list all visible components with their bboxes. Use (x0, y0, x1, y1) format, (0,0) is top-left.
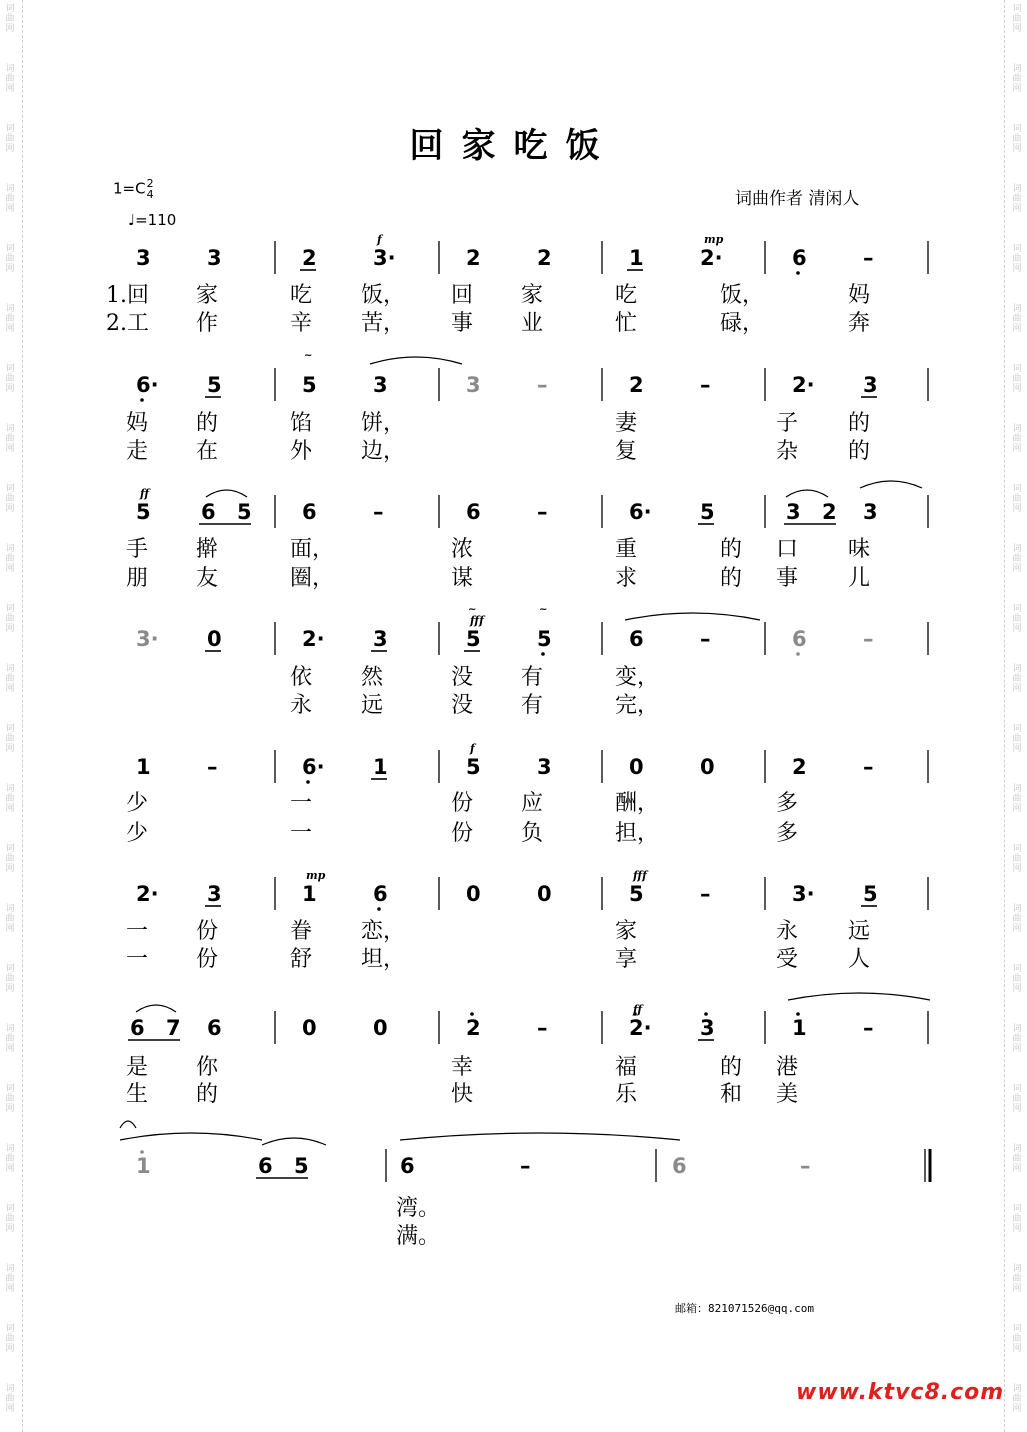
note: 2 (466, 246, 481, 270)
note: – (863, 1016, 874, 1040)
watermark-text: 词 曲 网 (5, 244, 15, 274)
low-octave-dot (796, 271, 800, 275)
note: 0 (629, 755, 644, 779)
note: 2· (700, 246, 723, 270)
tie-arc (786, 490, 828, 497)
ornament-mark: ~ (539, 604, 548, 615)
composer-credit: 词曲作者 清闲人 (735, 189, 860, 209)
dynamic-mark: ff (633, 1003, 643, 1016)
watermark-text: 词 曲 网 (5, 544, 15, 574)
slur-arc (262, 1138, 326, 1145)
note: 2· (792, 373, 815, 397)
lyric-char: 幸 (451, 1055, 474, 1080)
lyric-char: 的 (720, 566, 743, 591)
note: 6 (373, 882, 388, 906)
lyric-char: 一 (126, 919, 149, 944)
watermark-text: 词 曲 网 (1012, 904, 1022, 934)
watermark-text: 词 曲 网 (5, 1084, 15, 1114)
watermark-text: 词 曲 网 (5, 184, 15, 214)
lyric-char: 享 (615, 947, 638, 972)
lyric-char: 味 (848, 537, 871, 562)
lyric-char: 子 (776, 411, 799, 436)
lyric-char: 手 (126, 537, 149, 562)
note: 6 (792, 246, 807, 270)
lyric-char: 忙 (615, 311, 638, 336)
watermark-text: 词 曲 网 (5, 364, 15, 394)
watermark-text: 词 曲 网 (5, 844, 15, 874)
note: 2· (302, 627, 325, 651)
watermark-text: 词 曲 网 (5, 4, 15, 34)
watermark-text: 词 曲 网 (1012, 844, 1022, 874)
note: – (700, 373, 711, 397)
lyric-char: 辛 (290, 311, 313, 336)
lyric-char: 满。 (396, 1224, 441, 1249)
lyric-char: 杂 (776, 439, 799, 464)
lyric-char: 港 (776, 1055, 799, 1080)
note: – (863, 627, 874, 651)
lyric-char: 一 (126, 947, 149, 972)
slur-arc (120, 1121, 136, 1128)
lyric-char: 人 (848, 947, 871, 972)
watermark-text: 词 曲 网 (5, 664, 15, 694)
note: 3 (700, 1016, 715, 1040)
note: 6· (302, 755, 325, 779)
lyric-char: 生 (126, 1082, 149, 1107)
lyric-char: 永 (776, 919, 799, 944)
lyric-char: 是 (126, 1055, 149, 1080)
site-logo: www.ktvc8.com (796, 1380, 1005, 1405)
note: 3 (136, 246, 151, 270)
watermark-text: 词 曲 网 (5, 1264, 15, 1294)
lyric-char: 回 (451, 283, 474, 308)
lyric-char: 吃 (615, 283, 638, 308)
lyric-char: 担， (615, 821, 660, 846)
lyric-char: 酬， (615, 791, 660, 816)
lyric-char: 的 (848, 411, 871, 436)
note: 3 (786, 500, 801, 524)
watermark-text: 词 曲 网 (5, 124, 15, 154)
high-octave-dot (140, 1150, 144, 1154)
lyric-char: 事 (451, 311, 474, 336)
note: 6 (302, 500, 317, 524)
note: 1 (792, 1016, 807, 1040)
low-octave-dot (306, 780, 310, 784)
dynamic-mark: mp (306, 869, 326, 882)
note: 5 (302, 373, 317, 397)
watermark-text: 词 曲 网 (1012, 1084, 1022, 1114)
lyric-char: 饭， (720, 283, 765, 308)
lyric-char: 眷 (290, 919, 313, 944)
note: 5 (136, 500, 151, 524)
dynamic-mark: f (470, 742, 475, 755)
watermark-text: 词 曲 网 (1012, 784, 1022, 814)
ornament-mark: ~ (468, 604, 477, 615)
watermark-text: 词 曲 网 (1012, 244, 1022, 274)
note: 2 (822, 500, 837, 524)
watermark-text: 词 曲 网 (1012, 424, 1022, 454)
lyric-char: 复 (615, 439, 638, 464)
note: – (520, 1154, 531, 1178)
tie-arc (860, 481, 922, 488)
note: 6· (136, 373, 159, 397)
note: 5 (207, 373, 222, 397)
contact-email: 邮箱：821071526@qq.com (675, 1302, 814, 1315)
watermark-text: 词 曲 网 (5, 1204, 15, 1234)
lyric-char: 碌， (720, 311, 765, 336)
note: – (700, 882, 711, 906)
lyric-char: 在 (196, 439, 219, 464)
lyric-char: 没 (451, 693, 474, 718)
note: 6 (130, 1016, 145, 1040)
lyric-char: 应 (521, 791, 544, 816)
note: 2 (629, 373, 644, 397)
note: – (373, 500, 384, 524)
lyric-char: 妈 (848, 283, 871, 308)
dynamic-mark: f (377, 233, 382, 246)
lyric-char: 饼， (361, 411, 406, 436)
lyric-char: 恋， (361, 919, 406, 944)
note: – (537, 373, 548, 397)
note: 3 (863, 500, 878, 524)
lyric-char: 业 (521, 311, 544, 336)
lyric-char: 一 (290, 821, 313, 846)
note: 0 (373, 1016, 388, 1040)
slur-arc (400, 1133, 680, 1140)
note: 3· (373, 246, 396, 270)
note: 3 (537, 755, 552, 779)
lyric-char: 多 (776, 791, 799, 816)
note: 2 (302, 246, 317, 270)
note: 7 (166, 1016, 181, 1040)
high-octave-dot (796, 1012, 800, 1016)
lyric-char: 2.工 (106, 311, 149, 336)
note: 0 (302, 1016, 317, 1040)
watermark-text: 词 曲 网 (5, 1024, 15, 1054)
watermark-text: 词 曲 网 (5, 724, 15, 754)
lyric-char: 走 (126, 439, 149, 464)
watermark-text: 词 曲 网 (1012, 544, 1022, 574)
lyric-char: 面， (290, 537, 335, 562)
lyric-char: 事 (776, 566, 799, 591)
lyric-char: 饭， (361, 283, 406, 308)
note: 0 (207, 627, 222, 651)
lyric-char: 完， (615, 693, 660, 718)
lyric-char: 永 (290, 693, 313, 718)
watermark-text: 词 曲 网 (5, 1144, 15, 1174)
lyric-char: 家 (615, 919, 638, 944)
lyric-char: 远 (361, 693, 384, 718)
lyric-char: 份 (451, 791, 474, 816)
lyric-char: 多 (776, 821, 799, 846)
watermark-text: 词 曲 网 (5, 1324, 15, 1354)
high-octave-dot (470, 1012, 474, 1016)
dynamic-mark: fff (470, 614, 484, 627)
note: – (537, 500, 548, 524)
lyric-char: 的 (720, 537, 743, 562)
watermark-text: 词 曲 网 (1012, 1324, 1022, 1354)
note: – (800, 1154, 811, 1178)
note: 6 (629, 627, 644, 651)
lyric-char: 坦， (361, 947, 406, 972)
lyric-char: 朋 (126, 566, 149, 591)
note: 6 (201, 500, 216, 524)
lyric-char: 妻 (615, 411, 638, 436)
lyric-char: 福 (615, 1055, 638, 1080)
lyric-char: 求 (615, 566, 638, 591)
lyric-char: 舒 (290, 947, 313, 972)
note: – (537, 1016, 548, 1040)
note: 1 (136, 755, 151, 779)
watermark-text: 词 曲 网 (1012, 1384, 1022, 1414)
slur-arc (120, 1133, 262, 1140)
note: – (863, 755, 874, 779)
watermark-text: 词 曲 网 (5, 484, 15, 514)
lyric-char: 没 (451, 665, 474, 690)
lyric-char: 浓 (451, 537, 474, 562)
note: 5 (700, 500, 715, 524)
dynamic-mark: fff (633, 869, 647, 882)
note: 6 (792, 627, 807, 651)
lyric-char: 妈 (126, 411, 149, 436)
note: 6 (258, 1154, 273, 1178)
watermark-text: 词 曲 网 (5, 1384, 15, 1414)
lyric-char: 你 (196, 1055, 219, 1080)
lyric-char: 变， (615, 665, 660, 690)
note: 6 (400, 1154, 415, 1178)
tie-arc (206, 490, 247, 497)
lyric-char: 的 (848, 439, 871, 464)
key-signature: 1=C2 4 (113, 177, 154, 201)
note: 3 (373, 373, 388, 397)
note: 2 (792, 755, 807, 779)
note: 6 (672, 1154, 687, 1178)
note: – (863, 246, 874, 270)
note: 2 (466, 1016, 481, 1040)
note: 2· (629, 1016, 652, 1040)
watermark-text: 词 曲 网 (1012, 184, 1022, 214)
watermark-text: 词 曲 网 (1012, 304, 1022, 334)
lyric-char: 边， (361, 439, 406, 464)
dynamic-mark: mp (704, 233, 724, 246)
note: 0 (537, 882, 552, 906)
lyric-char: 湾。 (396, 1196, 441, 1221)
note: 0 (700, 755, 715, 779)
lyric-char: 份 (196, 919, 219, 944)
time-signature: 2 4 (146, 177, 154, 201)
watermark-text: 词 曲 网 (1012, 364, 1022, 394)
note: 1 (302, 882, 317, 906)
lyric-char: 友 (196, 566, 219, 591)
note: 5 (294, 1154, 309, 1178)
lyric-char: 吃 (290, 283, 313, 308)
note: 3· (136, 627, 159, 651)
lyric-char: 负 (521, 821, 544, 846)
note: 2 (537, 246, 552, 270)
lyric-char: 份 (196, 947, 219, 972)
note: 5 (537, 627, 552, 651)
song-title: 回家吃饭 (409, 126, 618, 166)
lyric-char: 份 (451, 821, 474, 846)
note: 6· (629, 500, 652, 524)
note: 3 (863, 373, 878, 397)
note: 3 (466, 373, 481, 397)
lyric-char: 依 (290, 665, 313, 690)
lyric-char: 苦， (361, 311, 406, 336)
lyric-char: 口 (776, 537, 799, 562)
lyric-char: 和 (720, 1082, 743, 1107)
high-octave-dot (704, 1012, 708, 1016)
note: 1 (373, 755, 388, 779)
lyric-char: 少 (126, 821, 149, 846)
tempo-marking: ♩=110 (128, 211, 177, 229)
lyric-char: 儿 (848, 566, 871, 591)
note: 3 (373, 627, 388, 651)
tie-arc (136, 1005, 176, 1012)
lyric-char: 外 (290, 439, 313, 464)
watermark-text: 词 曲 网 (1012, 964, 1022, 994)
note: 1 (629, 246, 644, 270)
note: 0 (466, 882, 481, 906)
dynamic-mark: ff (140, 487, 150, 500)
note: 3· (792, 882, 815, 906)
lyric-char: 作 (196, 311, 219, 336)
note: 1 (136, 1154, 151, 1178)
lyric-char: 的 (720, 1055, 743, 1080)
watermark-text: 词 曲 网 (1012, 1144, 1022, 1174)
lyric-char: 美 (776, 1082, 799, 1107)
quarter-note-icon: ♩ (128, 211, 136, 229)
watermark-text: 词 曲 网 (1012, 484, 1022, 514)
note: 5 (466, 627, 481, 651)
lyric-char: 家 (521, 283, 544, 308)
watermark-text: 词 曲 网 (1012, 1264, 1022, 1294)
note: 5 (629, 882, 644, 906)
lyric-char: 重 (615, 537, 638, 562)
lyric-char: 奔 (848, 311, 871, 336)
lyric-char: 远 (848, 919, 871, 944)
lyric-char: 快 (451, 1082, 474, 1107)
watermark-text: 词 曲 网 (1012, 64, 1022, 94)
lyric-char: 受 (776, 947, 799, 972)
watermark-text: 词 曲 网 (5, 64, 15, 94)
watermark-text: 词 曲 网 (5, 424, 15, 454)
note: – (207, 755, 218, 779)
watermark-text: 词 曲 网 (5, 604, 15, 634)
lyric-char: 然 (361, 665, 384, 690)
watermark-text: 词 曲 网 (5, 784, 15, 814)
tie-arc (370, 357, 462, 364)
lyric-char: 擀 (196, 537, 219, 562)
watermark-text: 词 曲 网 (1012, 4, 1022, 34)
watermark-text: 词 曲 网 (5, 904, 15, 934)
low-octave-dot (377, 907, 381, 911)
lyric-char: 一 (290, 791, 313, 816)
lyric-char: 乐 (615, 1082, 638, 1107)
note: 5 (237, 500, 252, 524)
lyric-char: 谋 (451, 566, 474, 591)
watermark-text: 词 曲 网 (1012, 1204, 1022, 1234)
watermark-text: 词 曲 网 (1012, 664, 1022, 694)
watermark-text: 词 曲 网 (1012, 1024, 1022, 1054)
lyric-char: 圈， (290, 566, 335, 591)
tie-arc (625, 613, 760, 620)
note: 3 (207, 246, 222, 270)
ornament-mark: ~ (304, 350, 313, 361)
lyric-char: 1.回 (106, 283, 149, 308)
note: 6 (466, 500, 481, 524)
watermark-text: 词 曲 网 (5, 964, 15, 994)
note: – (700, 627, 711, 651)
lyric-char: 馅 (290, 411, 313, 436)
lyric-char: 少 (126, 791, 149, 816)
lyric-char: 有 (521, 693, 544, 718)
note: 5 (863, 882, 878, 906)
note: 3 (207, 882, 222, 906)
tie-arc (788, 993, 930, 1000)
low-octave-dot (140, 398, 144, 402)
note: 2· (136, 882, 159, 906)
watermark-text: 词 曲 网 (1012, 604, 1022, 634)
low-octave-dot (796, 652, 800, 656)
lyric-char: 的 (196, 1082, 219, 1107)
low-octave-dot (541, 652, 545, 656)
lyric-char: 的 (196, 411, 219, 436)
lyric-char: 家 (196, 283, 219, 308)
watermark-text: 词 曲 网 (5, 304, 15, 334)
lyric-char: 有 (521, 665, 544, 690)
watermark-text: 词 曲 网 (1012, 724, 1022, 754)
note: 5 (466, 755, 481, 779)
note: 6 (207, 1016, 222, 1040)
watermark-text: 词 曲 网 (1012, 124, 1022, 154)
